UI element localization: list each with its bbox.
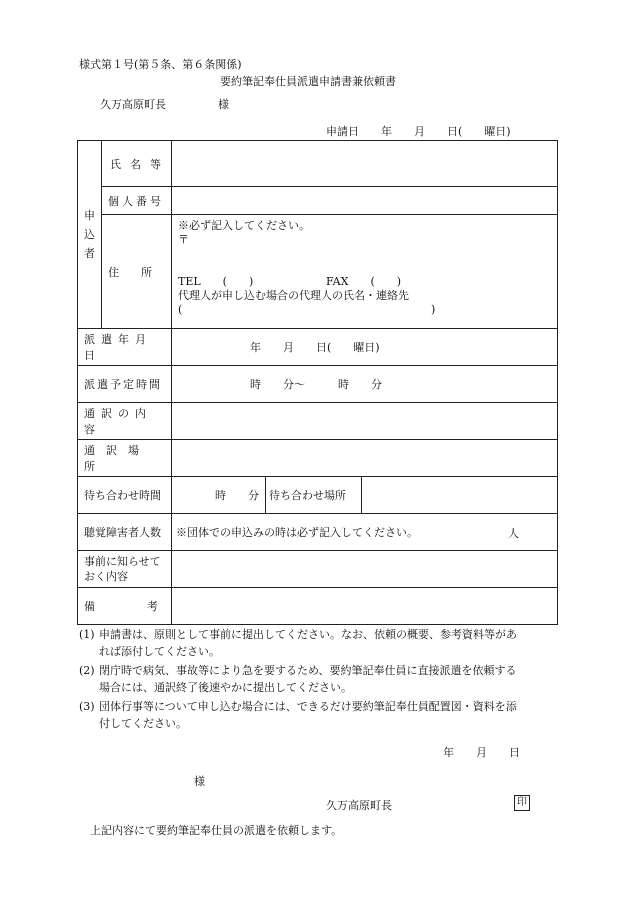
meeting-time-field[interactable]: 時 分 bbox=[172, 477, 266, 514]
document-title: 要約筆記奉仕員派遣申請書兼依頼書 bbox=[220, 75, 396, 88]
application-form-table bbox=[77, 140, 558, 625]
id-number-label: 個人番号 bbox=[102, 187, 172, 215]
name-field[interactable] bbox=[172, 141, 558, 187]
note-3: (3) 団体行事等について申し込む場合には、できるだけ要約筆記奉仕員配置図・資料を添 付してください。 bbox=[79, 700, 517, 730]
addressee: 久万高原町長 bbox=[100, 98, 166, 111]
addressee-sama: 様 bbox=[218, 98, 229, 111]
note-2: (2) 閉庁時で病気、事故等により急を要するため、要約筆記奉仕員に直接派遣を依頼する 場合には、通訳終了後速やかに提出してください。 bbox=[79, 664, 517, 694]
fax-label: FAX ( ) bbox=[326, 275, 402, 288]
dispatch-time-field[interactable]: 時 分～ 時 分 bbox=[172, 366, 558, 403]
seal-mark: 印 bbox=[514, 795, 530, 811]
interpretation-content-field[interactable] bbox=[172, 403, 558, 440]
meeting-place-label: 待ち合わせ場所 bbox=[266, 477, 362, 514]
dispatch-time-label: 派遣予定時間 bbox=[78, 366, 172, 403]
address-label: 住 所 bbox=[102, 215, 172, 329]
footer-date: 年 月 日 bbox=[443, 746, 520, 759]
dispatch-date-field[interactable]: 年 月 日( 曜日) bbox=[172, 329, 558, 366]
note-1: (1) 申請書は、原則として事前に提出してください。なお、依頼の概要、参考資料等があ れば添付してください。 bbox=[79, 628, 517, 658]
interpretation-place-label: 通訳場所 bbox=[78, 440, 172, 477]
hearing-unit: 人 bbox=[508, 527, 520, 540]
advance-notice-label: 事前に知らせておく内容 bbox=[78, 551, 172, 588]
address-required-note: ※必ず記入してください。 bbox=[178, 219, 310, 232]
interpretation-content-label: 通訳の内容 bbox=[78, 403, 172, 440]
postal-mark: 〒 bbox=[178, 233, 189, 246]
hearing-impaired-count-label: 聴覚障害者人数 bbox=[78, 514, 172, 551]
request-text: 上記内容にて要約筆記奉仕員の派遣を依頼します。 bbox=[90, 824, 343, 837]
meeting-time-label: 待ち合わせ時間 bbox=[78, 477, 172, 514]
hearing-impaired-count-field[interactable] bbox=[172, 514, 558, 551]
proxy-note: 代理人が申し込む場合の代理人の氏名・連絡先 bbox=[178, 289, 409, 302]
advance-notice-field[interactable] bbox=[172, 551, 558, 588]
hearing-note: ※団体での申込みの時は必ず記入してください。 bbox=[176, 526, 418, 539]
id-number-field[interactable] bbox=[172, 187, 558, 215]
remarks-label: 備 考 bbox=[84, 600, 158, 613]
tel-label: TEL ( ) bbox=[178, 275, 254, 288]
paren-open: ( bbox=[178, 303, 183, 316]
meeting-place-field[interactable] bbox=[362, 477, 558, 514]
footer-sama: 様 bbox=[194, 775, 205, 788]
application-date: 申請日 年 月 日( 曜日) bbox=[326, 125, 511, 138]
applicant-group-label: 申込者 bbox=[78, 141, 102, 329]
interpretation-place-field[interactable] bbox=[172, 440, 558, 477]
remarks-field[interactable] bbox=[172, 588, 558, 625]
address-field[interactable] bbox=[172, 215, 558, 329]
footer-mayor: 久万高原町長 bbox=[326, 799, 392, 812]
paren-close: ) bbox=[431, 303, 436, 316]
dispatch-date-label: 派遣年月日 bbox=[78, 329, 172, 366]
name-label: 氏 名 等 bbox=[110, 157, 161, 171]
form-number: 様式第１号(第５条、第６条関係) bbox=[79, 58, 242, 71]
